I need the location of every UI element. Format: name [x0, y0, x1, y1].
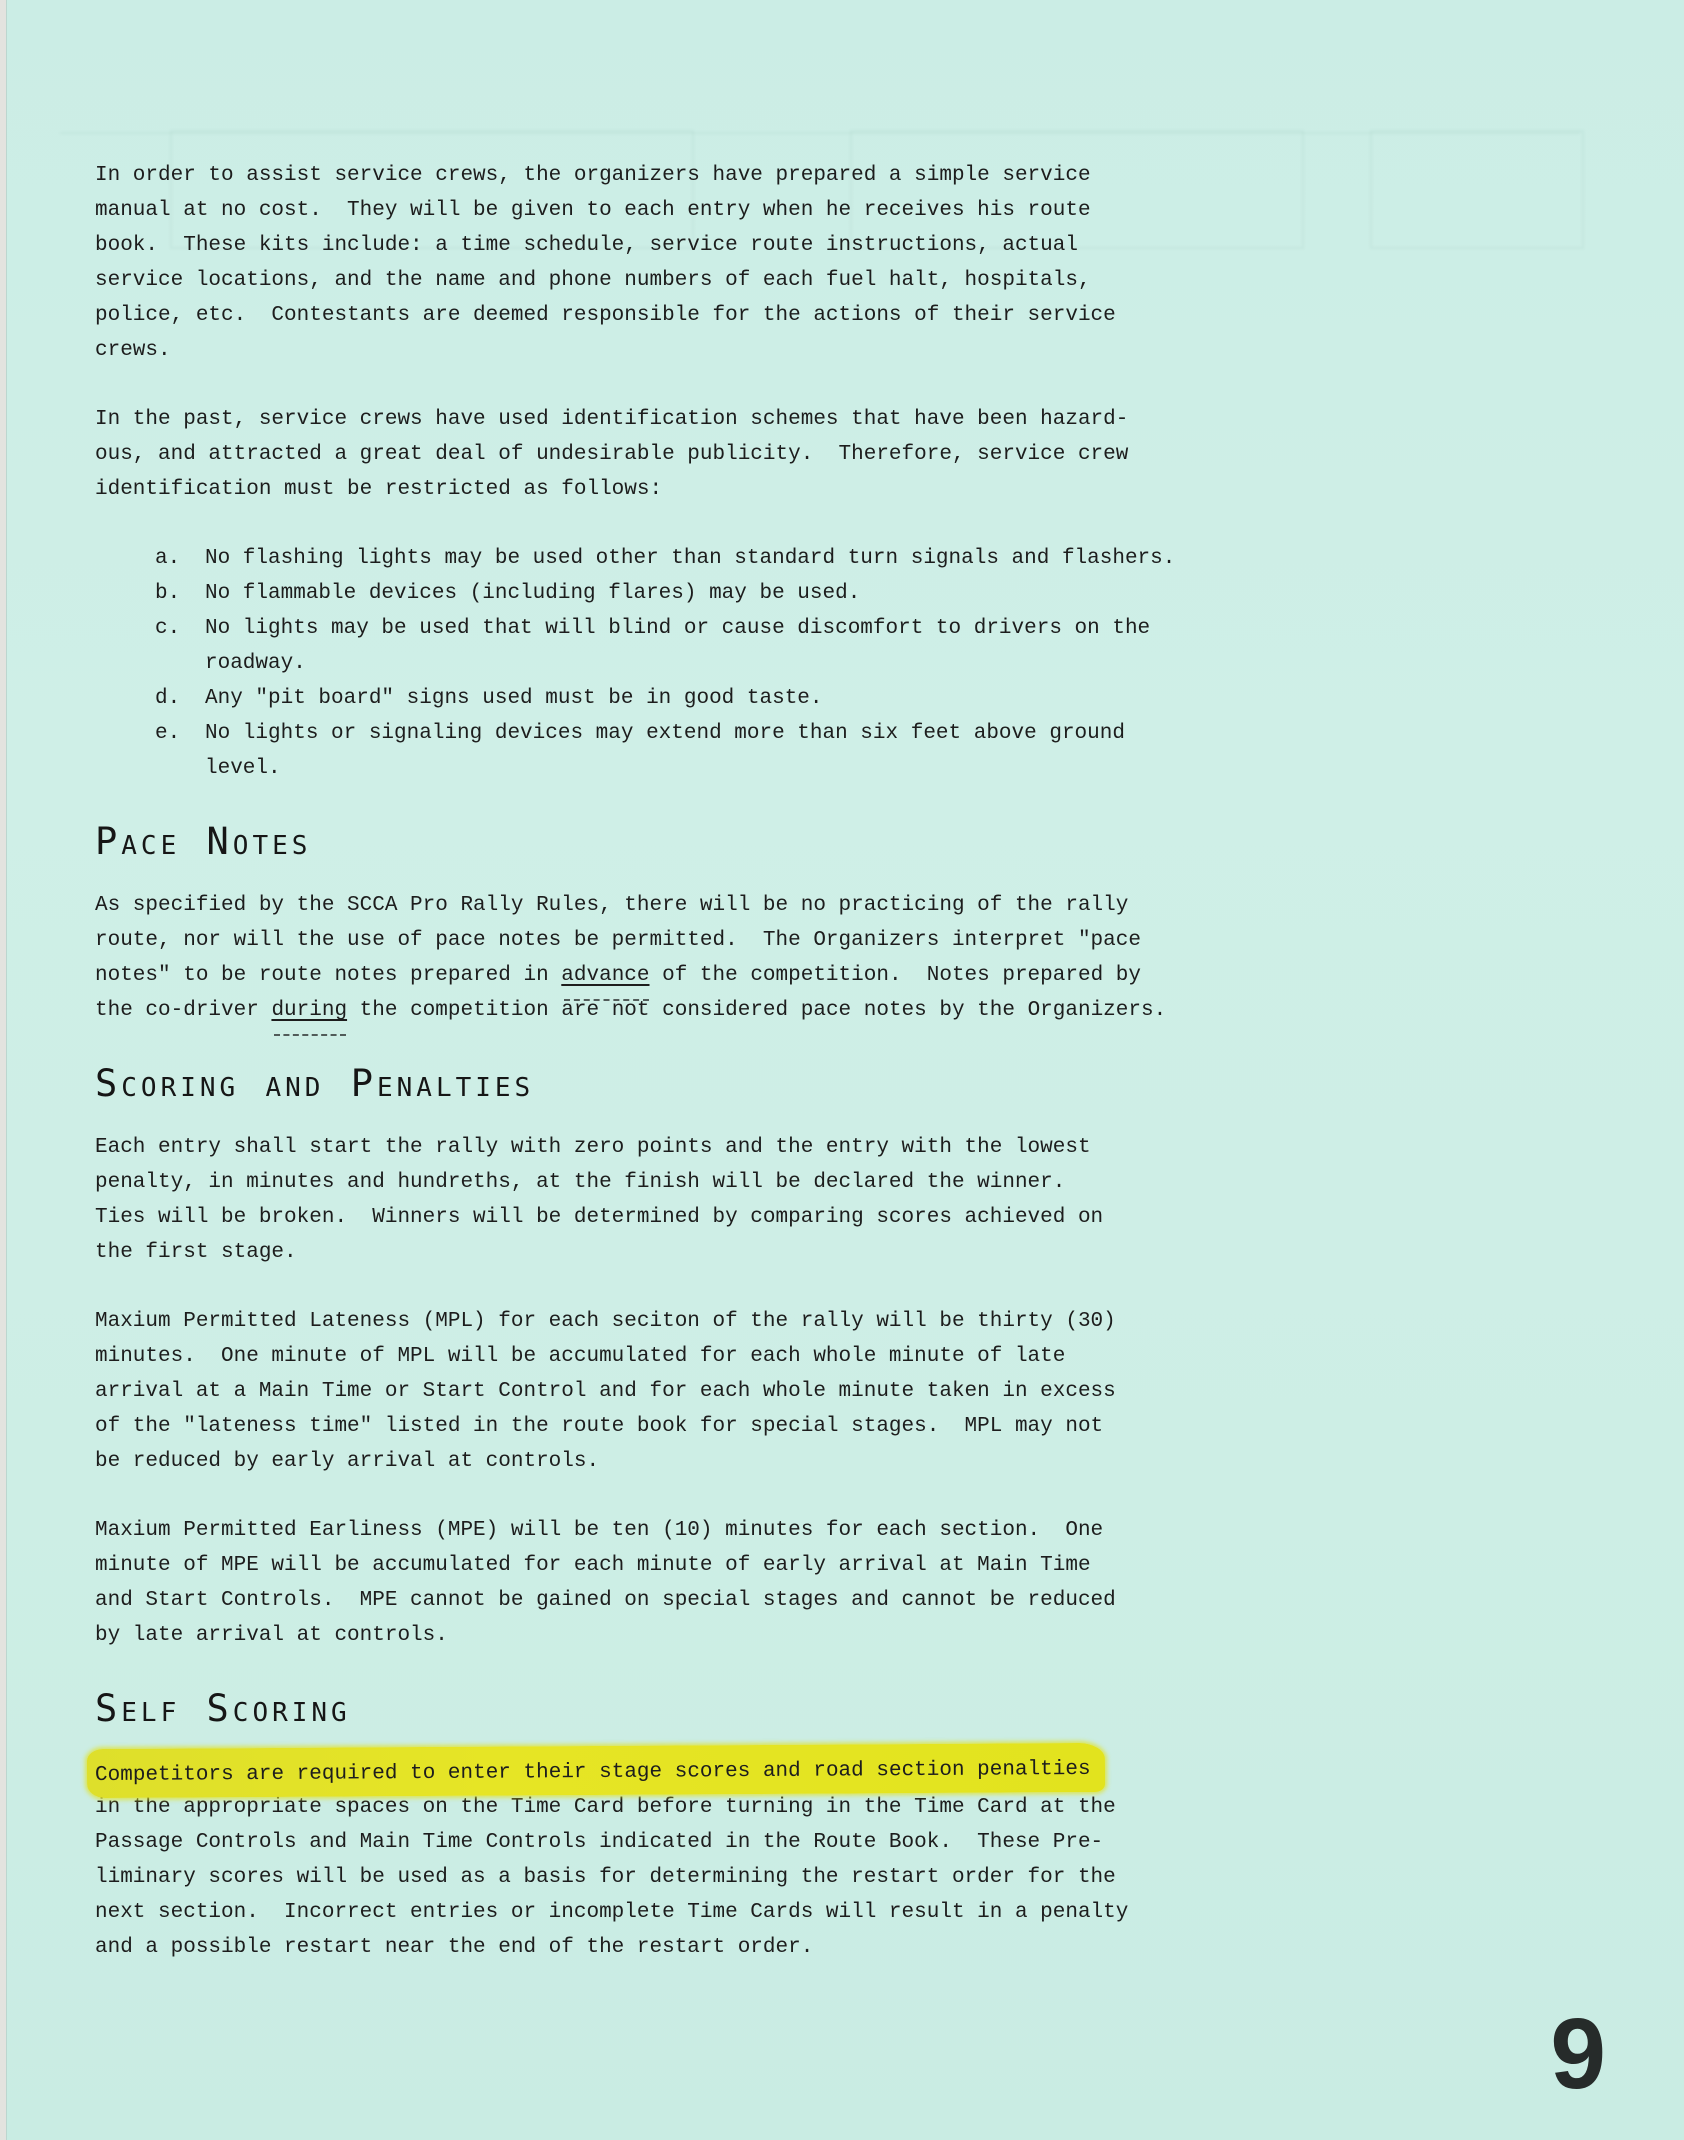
- text-run: level.: [205, 757, 281, 780]
- list-item-label: [155, 646, 205, 681]
- text-line: [95, 158, 1295, 193]
- list-item: [155, 646, 1295, 681]
- text-line: [95, 1444, 1295, 1479]
- text-run: roadway.: [205, 652, 306, 675]
- text-run: book. These kits include: a time schedule, service route instructions, actual: [95, 234, 1078, 257]
- text-line: [95, 1339, 1295, 1374]
- text-line: [95, 1583, 1295, 1618]
- self-scoring-paragraph: [95, 1755, 1295, 1965]
- text-run: Maxium Permitted Lateness (MPL) for each seciton of the rally will be thirty (30): [95, 1310, 1116, 1333]
- text-line: [95, 1200, 1295, 1235]
- list-item: [155, 576, 1295, 611]
- list-item-label: e.: [155, 722, 181, 745]
- list-item: [155, 751, 1295, 786]
- text-run: the competition are not considered pace notes by the Organizers.: [347, 999, 1167, 1022]
- text-run: No lights or signaling devices may extend more than six feet above ground: [205, 722, 1125, 745]
- self-scoring-heading: Self Scoring: [95, 1687, 351, 1730]
- text-run: minutes. One minute of MPL will be accumulated for each whole minute of late: [95, 1345, 1066, 1368]
- text-line: [95, 437, 1295, 472]
- showthrough-artifact: [60, 132, 1580, 134]
- mpe-paragraph: [95, 1513, 1295, 1653]
- text-run: As specified by the SCCA Pro Rally Rules, there will be no practicing of the rally: [95, 894, 1129, 917]
- text-line: [205, 646, 306, 681]
- identification-paragraph: [95, 402, 1295, 507]
- text-line: [95, 1513, 1295, 1548]
- text-run: Each entry shall start the rally with zero points and the entry with the lowest: [95, 1136, 1091, 1159]
- text-run: penalty, in minutes and hundreths, at the finish will be declared the winner.: [95, 1171, 1066, 1194]
- text-run: No flammable devices (including flares) may be used.: [205, 582, 861, 605]
- text-run: route, nor will the use of pace notes be permitted. The Organizers interpret "pace: [95, 929, 1141, 952]
- text-line: [95, 1235, 1295, 1270]
- page-number: 9: [1550, 1998, 1604, 2110]
- text-run: Any "pit board" signs used must be in good taste.: [205, 687, 823, 710]
- mpl-paragraph: [95, 1304, 1295, 1479]
- text-line: [95, 958, 1295, 993]
- text-line: [95, 1165, 1295, 1200]
- text-run: service locations, and the name and phone numbers of each fuel halt, hospitals,: [95, 269, 1091, 292]
- text-run: Ties will be broken. Winners will be determined by comparing scores achieved on: [95, 1206, 1104, 1229]
- list-item-label: [155, 751, 205, 786]
- text-line: [95, 472, 1295, 507]
- text-run: identification must be restricted as follows:: [95, 478, 663, 501]
- text-run: the first stage.: [95, 1241, 297, 1264]
- text-run: minute of MPE will be accumulated for each minute of early arrival at Main Time: [95, 1554, 1091, 1577]
- text-line: [95, 1930, 1295, 1965]
- text-run: of the "lateness time" listed in the route book for special stages. MPL may not: [95, 1415, 1104, 1438]
- list-item: [155, 716, 1295, 751]
- scoring-overview-paragraph: [95, 1130, 1295, 1270]
- text-run: and a possible restart near the end of the restart order.: [95, 1936, 814, 1959]
- text-run: the co-driver: [95, 999, 272, 1022]
- text-line: [205, 751, 281, 786]
- highlight-text: Competitors are required to enter their stage scores and road section penalties: [87, 1743, 1105, 1798]
- text-line: [95, 1755, 1295, 1790]
- text-run: ous, and attracted a great deal of undesirable publicity. Therefore, service crew: [95, 443, 1129, 466]
- text-line: [95, 1825, 1295, 1860]
- text-run: Passage Controls and Main Time Controls indicated in the Route Book. These Pre-: [95, 1831, 1104, 1854]
- underline-double-text: during: [271, 993, 347, 1028]
- text-run: arrival at a Main Time or Start Control and for each whole minute taken in excess: [95, 1380, 1116, 1403]
- text-run: be reduced by early arrival at controls.: [95, 1450, 600, 1473]
- service-manual-paragraph: [95, 158, 1295, 368]
- text-line: [95, 228, 1295, 263]
- text-run: of the competition. Notes prepared by: [649, 964, 1141, 987]
- text-line: [205, 576, 860, 611]
- text-run: crews.: [95, 339, 171, 362]
- text-line: [95, 1304, 1295, 1339]
- text-line: [95, 923, 1295, 958]
- text-run: In the past, service crews have used identification schemes that have been hazard-: [95, 408, 1129, 431]
- text-line: [95, 1895, 1295, 1930]
- text-line: [95, 1130, 1295, 1165]
- text-line: [95, 333, 1295, 368]
- text-line: [95, 888, 1295, 923]
- list-item-label: c.: [155, 617, 181, 640]
- showthrough-artifact: [1370, 130, 1584, 249]
- text-line: [95, 1860, 1295, 1895]
- pace-notes-paragraph: [95, 888, 1295, 1028]
- text-line: [205, 716, 1125, 751]
- text-run: liminary scores will be used as a basis for determining the restart order for the: [95, 1866, 1116, 1889]
- text-line: [95, 263, 1295, 298]
- text-line: [95, 1409, 1295, 1444]
- text-line: [205, 681, 823, 716]
- list-item: [155, 541, 1295, 576]
- text-run: No flashing lights may be used other than standard turn signals and flashers.: [205, 547, 1176, 570]
- text-run: police, etc. Contestants are deemed responsible for the actions of their service: [95, 304, 1116, 327]
- text-run: notes" to be route notes prepared in: [95, 964, 562, 987]
- list-item: [155, 681, 1295, 716]
- text-line: [95, 993, 1295, 1028]
- text-run: by late arrival at controls.: [95, 1624, 448, 1647]
- list-item-label: b.: [155, 582, 181, 605]
- pace-notes-heading: Pace Notes: [95, 820, 312, 863]
- text-run: Maxium Permitted Earliness (MPE) will be ten (10) minutes for each section. One: [95, 1519, 1104, 1542]
- list-item-label: d.: [155, 687, 181, 710]
- text-line: [95, 1618, 1295, 1653]
- text-run: and Start Controls. MPE cannot be gained on special stages and cannot be reduced: [95, 1589, 1116, 1612]
- text-run: next section. Incorrect entries or incomplete Time Cards will result in a penalty: [95, 1901, 1129, 1924]
- document-page: [95, 158, 1295, 1999]
- text-line: [95, 1548, 1295, 1583]
- text-line: [95, 1374, 1295, 1409]
- text-run: manual at no cost. They will be given to each entry when he receives his route: [95, 199, 1091, 222]
- text-line: [205, 611, 1150, 646]
- text-line: [95, 193, 1295, 228]
- list-item-label: a.: [155, 547, 181, 570]
- text-run: No lights may be used that will blind or cause discomfort to drivers on the: [205, 617, 1151, 640]
- text-run: In order to assist service crews, the organizers have prepared a simple service: [95, 164, 1091, 187]
- text-line: [205, 541, 1175, 576]
- text-line: [95, 402, 1295, 437]
- text-run: in the appropriate spaces on the Time Card before turning in the Time Card at the: [95, 1796, 1116, 1819]
- underline-double-text: advance: [561, 958, 649, 993]
- scoring-and-penalties-heading: Scoring and Penalties: [95, 1062, 535, 1105]
- text-line: [95, 298, 1295, 333]
- list-item: [155, 611, 1295, 646]
- scan-edge: [0, 0, 7, 2140]
- identification-restrictions-list: [95, 541, 1295, 786]
